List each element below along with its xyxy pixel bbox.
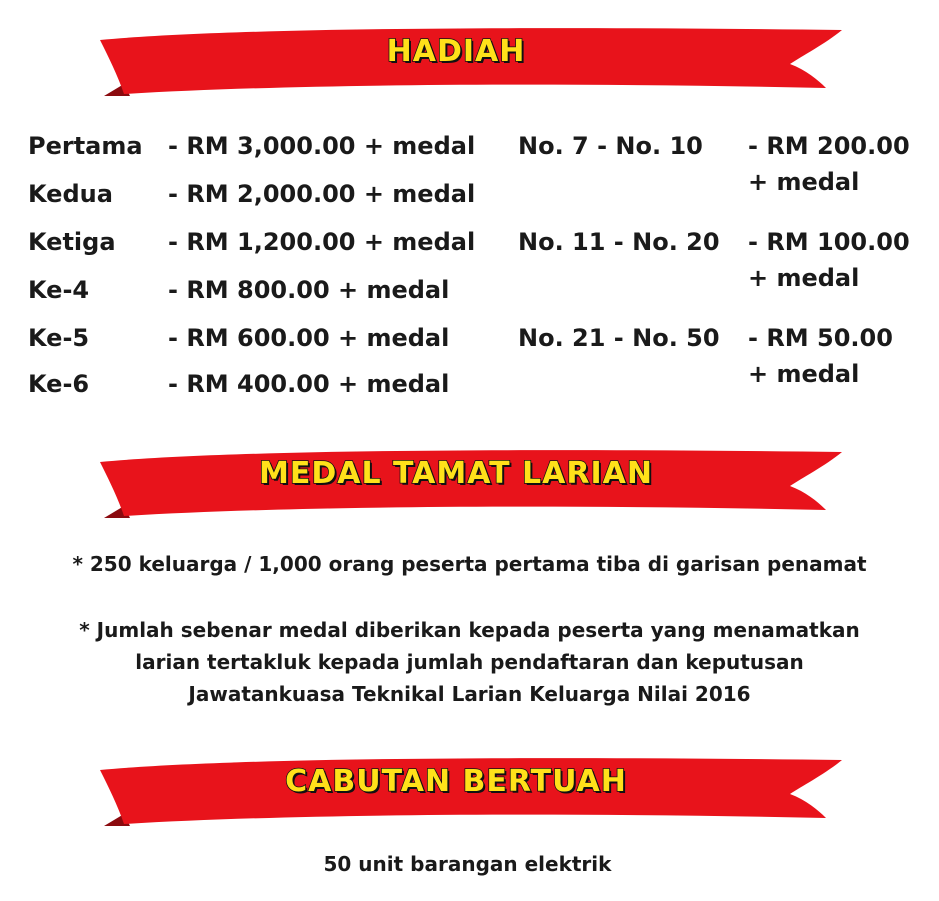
medal-note-2-line-3: Jawatankuasa Teknikal Larian Keluarga Nilai 2016	[188, 682, 751, 706]
prize-label: Ke-6	[28, 370, 90, 398]
prize-range-label: No. 11 - No. 20	[518, 228, 720, 256]
prize-value: - RM 2,000.00 + medal	[168, 180, 476, 208]
prize-range-label: No. 21 - No. 50	[518, 324, 720, 352]
prize-range-value: - RM 50.00 + medal	[748, 324, 893, 388]
medal-note-2-line-2: larian tertakluk kepada jumlah pendaftaran dan keputusan	[135, 650, 804, 674]
section-title-cabutan: CABUTAN BERTUAH	[285, 764, 627, 799]
prize-label: Pertama	[28, 132, 143, 160]
prize-value: - RM 400.00 + medal	[168, 370, 450, 398]
section-title-medal: MEDAL TAMAT LARIAN	[259, 456, 653, 491]
prize-label: Ketiga	[28, 228, 116, 256]
section-title-hadiah: HADIAH	[386, 34, 526, 69]
medal-note-2-line-1: * Jumlah sebenar medal diberikan kepada peserta yang menamatkan	[79, 618, 860, 642]
banner-medal	[90, 444, 842, 524]
prize-range-label: No. 7 - No. 10	[518, 132, 703, 160]
banner-hadiah	[90, 22, 842, 102]
banner-cabutan	[90, 752, 842, 832]
cabutan-text: 50 unit barangan elektrik	[323, 852, 612, 876]
medal-note-1: * 250 keluarga / 1,000 orang peserta pertama tiba di garisan penamat	[72, 552, 867, 576]
prize-value: - RM 1,200.00 + medal	[168, 228, 476, 256]
prize-range-value: - RM 200.00 + medal	[748, 132, 910, 196]
prize-value: - RM 3,000.00 + medal	[168, 132, 476, 160]
prize-range-value: - RM 100.00 + medal	[748, 228, 910, 292]
prize-value: - RM 800.00 + medal	[168, 276, 450, 304]
prize-value: - RM 600.00 + medal	[168, 324, 450, 352]
prize-label: Ke-4	[28, 276, 90, 304]
prize-label: Ke-5	[28, 324, 90, 352]
prize-label: Kedua	[28, 180, 113, 208]
